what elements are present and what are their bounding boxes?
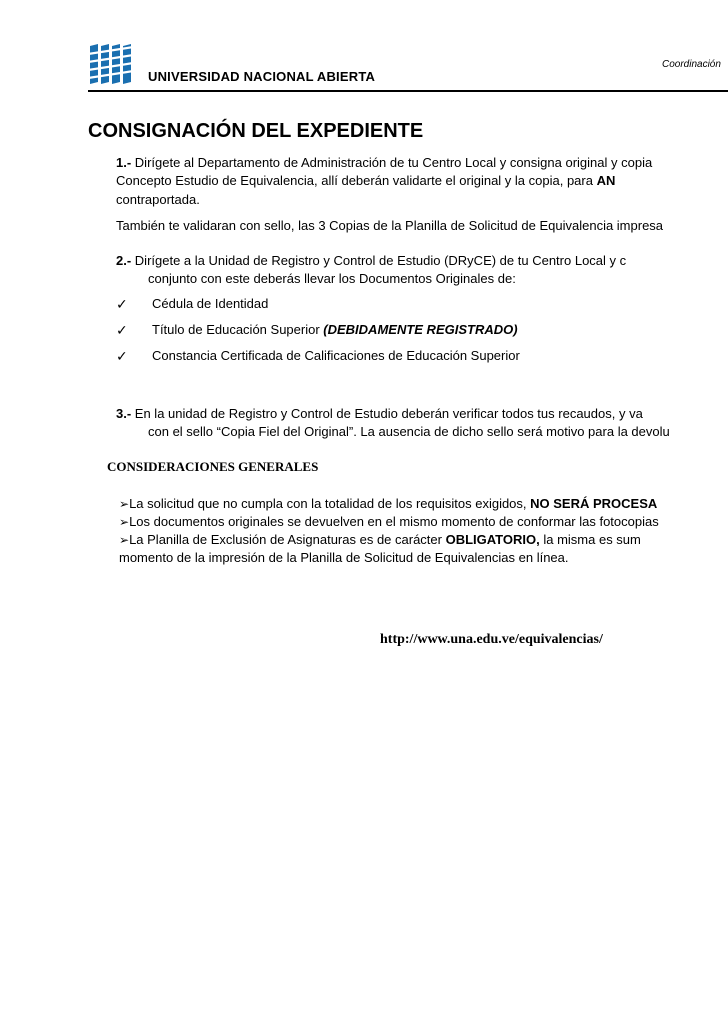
consideration-tail: la misma es sum xyxy=(539,532,641,547)
arrow-bullet-icon: ➢ xyxy=(119,497,130,511)
consideration-item xyxy=(119,514,659,529)
list-item-text xyxy=(152,322,518,337)
list-item-emphasis: (DEBIDAMENTE REGISTRADO) xyxy=(323,322,518,337)
equivalencias-link[interactable]: http://www.una.edu.ve/equivalencias/ xyxy=(380,632,603,647)
step1-line4: También te validaran con sello, las 3 Copias de la Planilla de Solicitud de Equivalencia impresa xyxy=(116,218,664,233)
step2-text-tail: c xyxy=(619,253,627,268)
checkmark-icon: ✓ xyxy=(116,296,128,312)
step1-line3: contraportada. xyxy=(116,192,200,207)
step2-text: Dirígete a la Unidad de Registro y Control de Estudio (DRyCE) de tu Centro Local y xyxy=(134,253,617,268)
page-title: CONSIGNACIÓN DEL EXPEDIENTE xyxy=(88,120,424,142)
arrow-bullet-icon: ➢ xyxy=(119,533,130,547)
list-item xyxy=(116,296,269,313)
step1-line1 xyxy=(116,155,652,170)
header-divider xyxy=(88,90,728,92)
step1-bold: AN xyxy=(596,173,616,188)
consideration-text: Los documentos originales se devuelven en el mismo momento de conformar las fotocopias xyxy=(129,514,659,529)
step3-text: En la unidad de Registro y Control de Estudio deberán verificar todos tus recaudos, y va xyxy=(134,406,643,421)
step1-number: 1.- xyxy=(116,155,132,170)
step2-number: 2.- xyxy=(116,253,132,268)
list-item xyxy=(116,348,520,365)
step2-line2: conjunto con este deberás llevar los Documentos Originales de: xyxy=(148,271,516,286)
step3-line2: con el sello “Copia Fiel del Original”. La ausencia de dicho sello será motivo para la devolu xyxy=(148,424,670,439)
checkmark-icon: ✓ xyxy=(116,348,128,364)
list-item xyxy=(116,322,518,339)
checkmark-icon: ✓ xyxy=(116,322,128,338)
list-item-text: Cédula de Identidad xyxy=(152,296,269,311)
step2-line1 xyxy=(116,253,626,268)
consideration-item xyxy=(119,532,641,547)
coordination-label: Coordinación xyxy=(662,59,721,70)
step1-text-2: Concepto Estudio de Equivalencia, allí deberán validarte el original y la copia, para xyxy=(116,173,593,188)
step1-line2 xyxy=(116,173,615,188)
university-logo xyxy=(88,42,140,86)
consideration-bold: OBLIGATORIO, xyxy=(445,532,540,547)
list-item-text: Constancia Certificada de Calificaciones de Educación Superior xyxy=(152,348,520,363)
step3-line1 xyxy=(116,406,643,421)
university-name: UNIVERSIDAD NACIONAL ABIERTA xyxy=(148,69,376,84)
consideration-item xyxy=(119,496,657,511)
arrow-bullet-icon: ➢ xyxy=(119,515,130,529)
considerations-heading: CONSIDERACIONES GENERALES xyxy=(107,459,319,474)
list-item-main: Título de Educación Superior xyxy=(152,322,324,337)
step3-number: 3.- xyxy=(116,406,132,421)
consideration-text: La Planilla de Exclusión de Asignaturas es de carácter xyxy=(129,532,446,547)
consideration-text: La solicitud que no cumpla con la totalidad de los requisitos exigidos, xyxy=(129,496,531,511)
consideration-line: momento de la impresión de la Planilla de Solicitud de Equivalencias en línea. xyxy=(119,550,569,565)
step1-text: Dirígete al Departamento de Administración de tu Centro Local y consigna original y copia xyxy=(134,155,653,170)
consideration-bold: NO SERÁ PROCESA xyxy=(530,496,658,511)
